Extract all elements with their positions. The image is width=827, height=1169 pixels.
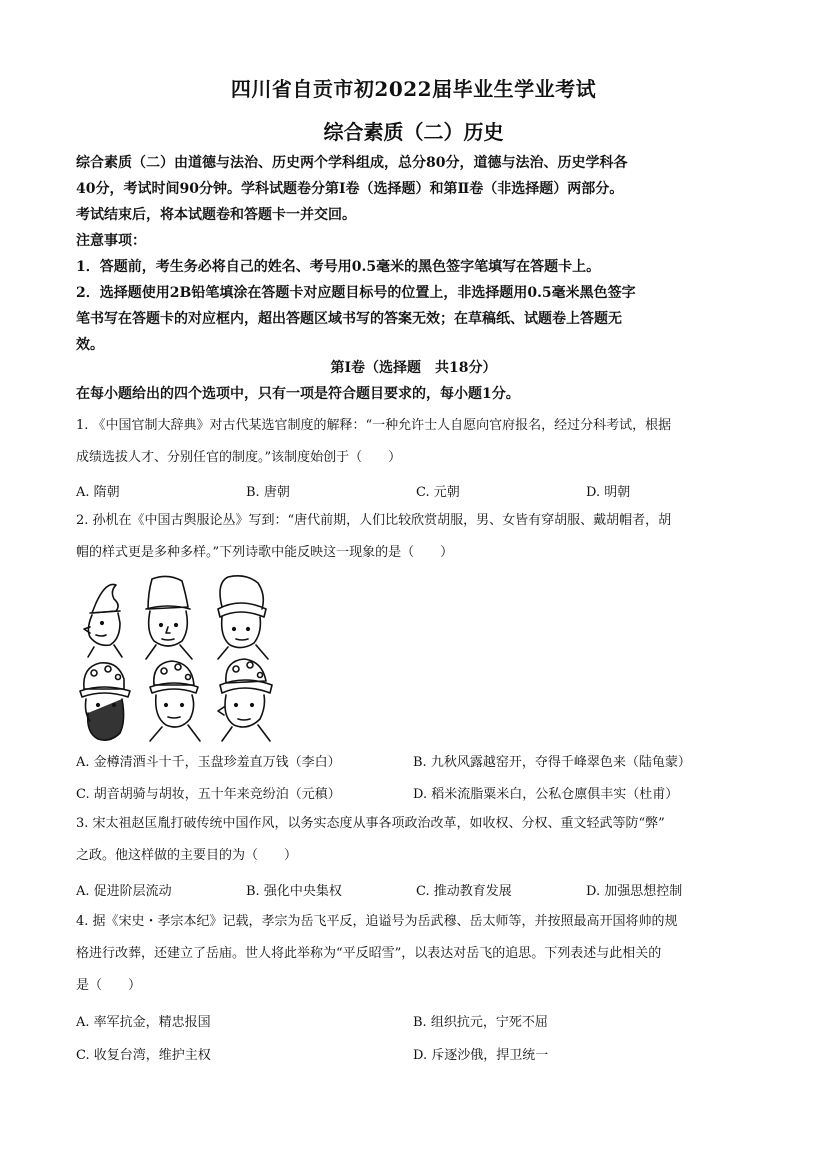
question-3-options bbox=[76, 880, 756, 899]
figure-brim-hat bbox=[218, 659, 272, 741]
question-text: 1. 《中国官制大辞典》对古代某选官制度的解释：“一种允许士人自愿向官府报名，经过分科考试，根据 bbox=[76, 418, 672, 433]
question-text: 是（ ） bbox=[76, 978, 142, 993]
section-instruction: 在每小题给出的四个选项中，只有一项是符合题目要求的，每小题1分。 bbox=[76, 386, 520, 402]
hu-hats-illustration bbox=[76, 573, 276, 745]
figure-bearded-round-hat bbox=[80, 663, 130, 740]
question-text: 2. 孙机在《中国古舆服论丛》写到：“唐代前期，人们比较欣赏胡服，男、女皆有穿胡服、戴胡帽者，胡 bbox=[76, 513, 672, 528]
option-c[interactable]: C. 胡音胡骑与胡妆，五十年来竞纷泊（元稹） bbox=[76, 787, 341, 802]
section-title: 第Ⅰ卷（选择题 共18分） bbox=[330, 360, 497, 376]
question-text: 之政。他这样做的主要目的为（ ） bbox=[76, 848, 298, 863]
figure-flap-hat bbox=[218, 576, 268, 659]
option-d[interactable]: D. 稻米流脂粟米白，公私仓廪俱丰实（杜甫） bbox=[413, 787, 679, 802]
question-1-options bbox=[76, 481, 756, 500]
question-4 bbox=[76, 906, 756, 1002]
question-text: 3. 宋太祖赵匡胤打破传统中国作风，以务实态度从事各项政治改革，如收权、分权、重文轻武等防“弊” bbox=[76, 816, 665, 831]
exam-title: 四川省自贡市初2022届毕业生学业考试 bbox=[230, 77, 597, 101]
figure-tall-hat bbox=[146, 576, 192, 659]
question-text: 4. 据《宋史・孝宗本纪》记载，孝宗为岳飞平反，追谥号为岳武穆、岳太师等，并按照最高开国将帅的规 bbox=[76, 914, 678, 929]
intro-line: 40分，考试时间90分钟。学科试题卷分第Ⅰ卷（选择题）和第Ⅱ卷（非选择题）两部分。 bbox=[76, 181, 624, 197]
option-d[interactable]: D. 斥逐沙俄，捍卫统一 bbox=[413, 1048, 549, 1063]
intro-block bbox=[76, 150, 756, 358]
exam-subtitle: 综合素质（二）历史 bbox=[323, 120, 504, 144]
question-3 bbox=[76, 808, 756, 872]
option-b[interactable]: B. 九秋风露越窑开，夺得千峰翠色来（陆龟蒙） bbox=[413, 755, 691, 770]
option-a[interactable]: A. 率军抗金，精忠报国 bbox=[76, 1015, 211, 1030]
option-c[interactable]: C. 推动教育发展 bbox=[416, 884, 512, 899]
option-d[interactable]: D. 明朝 bbox=[586, 485, 631, 500]
option-b[interactable]: B. 唐朝 bbox=[246, 485, 290, 500]
question-text: 成绩选拔人才、分别任官的制度。”该制度始创于（ ） bbox=[76, 450, 402, 465]
option-d[interactable]: D. 加强思想控制 bbox=[586, 884, 683, 899]
notice-item: 笔书写在答题卡的对应框内，超出答题区域书写的答案无效；在草稿纸、试题卷上答题无 bbox=[76, 311, 622, 327]
notice-item: 1．答题前，考生务必将自己的姓名、考号用0.5毫米的黑色签字笔填写在答题卡上。 bbox=[76, 259, 601, 275]
option-a[interactable]: A. 促进阶层流动 bbox=[76, 884, 172, 899]
notice-item: 2．选择题使用2B铅笔填涂在答题卡对应题目标号的位置上，非选择题用0.5毫米黑色签字 bbox=[76, 285, 636, 301]
option-c[interactable]: C. 收复台湾，维护主权 bbox=[76, 1048, 211, 1063]
option-c[interactable]: C. 元朝 bbox=[416, 485, 460, 500]
figure-pointed-hat bbox=[84, 584, 122, 657]
question-1 bbox=[76, 410, 756, 474]
option-a[interactable]: A. 金樽清酒斗十千，玉盘珍羞直万钱（李白） bbox=[76, 755, 341, 770]
question-2 bbox=[76, 505, 756, 569]
question-text: 格进行改葬，还建立了岳庙。世人将此举称为“平反昭雪”，以表达对岳飞的追思。下列表述与此相关的 bbox=[76, 946, 662, 961]
notice-title: 注意事项： bbox=[76, 233, 146, 249]
intro-line: 考试结束后，将本试题卷和答题卡一并交回。 bbox=[76, 207, 356, 223]
option-b[interactable]: B. 组织抗元，宁死不屈 bbox=[413, 1015, 548, 1030]
figure-round-hat bbox=[150, 661, 200, 741]
notice-item: 效。 bbox=[76, 337, 104, 353]
option-a[interactable]: A. 隋朝 bbox=[76, 485, 120, 500]
question-text: 帽的样式更是多种多样。”下列诗歌中能反映这一现象的是（ ） bbox=[76, 545, 454, 560]
intro-line: 综合素质（二）由道德与法治、历史两个学科组成，总分80分，道德与法治、历史学科各 bbox=[76, 155, 628, 171]
option-b[interactable]: B. 强化中央集权 bbox=[246, 884, 342, 899]
